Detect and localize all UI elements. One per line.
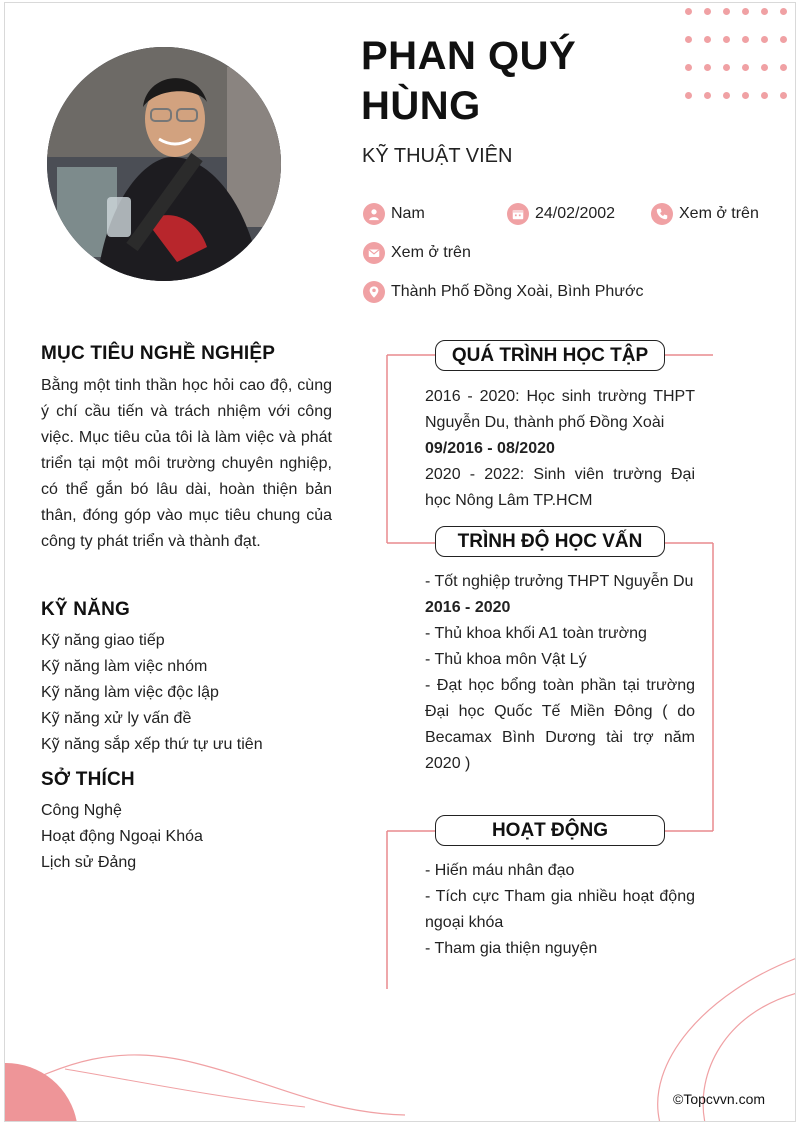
profile-photo xyxy=(47,47,281,281)
hobbies-list xyxy=(41,798,203,876)
calendar-icon xyxy=(507,203,529,225)
activity-line: - Tham gia thiện nguyện xyxy=(425,940,598,957)
education-history-line: 2016 - 2020: Học sinh trường THPT Nguyễn Du, thành phố Đồng Xoài xyxy=(425,388,695,431)
education-level-period: 2016 - 2020 xyxy=(425,599,511,616)
birthday-info xyxy=(507,203,615,225)
skills-list xyxy=(41,628,263,758)
phone-value: Xem ở trên xyxy=(679,205,759,222)
hobby-item: Hoạt động Ngoại Khóa xyxy=(41,828,203,845)
education-level-line: - Thủ khoa khối A1 toàn trường xyxy=(425,625,647,642)
hobbies-heading: SỞ THÍCH xyxy=(41,769,135,790)
education-level-line: - Thủ khoa môn Vật Lý xyxy=(425,651,587,668)
address-value: Thành Phố Đồng Xoài, Bình Phước xyxy=(391,283,644,300)
activity-line: - Tích cực Tham gia nhiều hoạt động ngoại khóa xyxy=(425,888,695,931)
education-history-line: 2020 - 2022: Sinh viên trường Đại học Nông Lâm TP.HCM xyxy=(425,466,695,509)
person-icon xyxy=(363,203,385,225)
candidate-name xyxy=(361,31,721,131)
hobby-item: Công Nghệ xyxy=(41,802,122,819)
gender-value: Nam xyxy=(391,205,425,222)
activities-content xyxy=(425,858,695,962)
education-history-heading: QUÁ TRÌNH HỌC TẬP xyxy=(435,340,665,371)
skill-item: Kỹ năng làm việc độc lập xyxy=(41,684,219,701)
education-level-line: - Tốt nghiệp trưởng THPT Nguyễn Du xyxy=(425,573,694,590)
envelope-icon xyxy=(363,242,385,264)
education-level-content xyxy=(425,569,695,777)
activity-line: - Hiến máu nhân đạo xyxy=(425,862,575,879)
skill-item: Kỹ năng xử ly vấn đề xyxy=(41,710,192,727)
skills-heading: KỸ NĂNG xyxy=(41,599,131,620)
job-title: KỸ THUẬT VIÊN xyxy=(362,145,513,167)
phone-info xyxy=(651,203,759,225)
hobby-item: Lịch sử Đảng xyxy=(41,854,137,871)
copyright-text: ©Topcvvn.com xyxy=(673,1091,766,1107)
location-pin-icon xyxy=(363,281,385,303)
activities-heading: HOẠT ĐỘNG xyxy=(435,815,665,846)
address-info xyxy=(363,281,643,303)
cv-page xyxy=(4,2,796,1122)
birthday-value: 24/02/2002 xyxy=(535,205,616,222)
name-line-2: HÙNG xyxy=(361,84,481,128)
gender-info xyxy=(363,203,425,225)
objective-heading: MỤC TIÊU NGHỀ NGHIỆP xyxy=(41,343,276,364)
email-value: Xem ở trên xyxy=(391,244,471,261)
education-history-period: 09/2016 - 08/2020 xyxy=(425,440,555,457)
objective-text: Bằng một tinh thần học hỏi cao độ, cùng ý chí cầu tiến và trách nhiệm với công việc. Mục tiêu của tôi là làm việc và phát triển tại một môi trường chuyên nghiệp, có thể gắn bó lâu dài, hoàn thiện bản thân, đóng góp vào mục tiêu chung của công ty phát triển và thành đạt. xyxy=(41,377,332,550)
phone-icon xyxy=(651,203,673,225)
skill-item: Kỹ năng giao tiếp xyxy=(41,632,165,649)
skill-item: Kỹ năng sắp xếp thứ tự ưu tiên xyxy=(41,736,263,753)
education-history-content xyxy=(425,384,695,514)
skill-item: Kỹ năng làm việc nhóm xyxy=(41,658,208,675)
education-level-line: - Đạt học bổng toàn phần tại trường Đại học Quốc Tế Miền Đông ( do Becamax Bình Dương tài trợ năm 2020 ) xyxy=(425,677,695,772)
education-level-heading: TRÌNH ĐỘ HỌC VẤN xyxy=(435,526,665,557)
name-line-1: PHAN QUÝ xyxy=(361,34,577,78)
email-info xyxy=(363,242,471,264)
